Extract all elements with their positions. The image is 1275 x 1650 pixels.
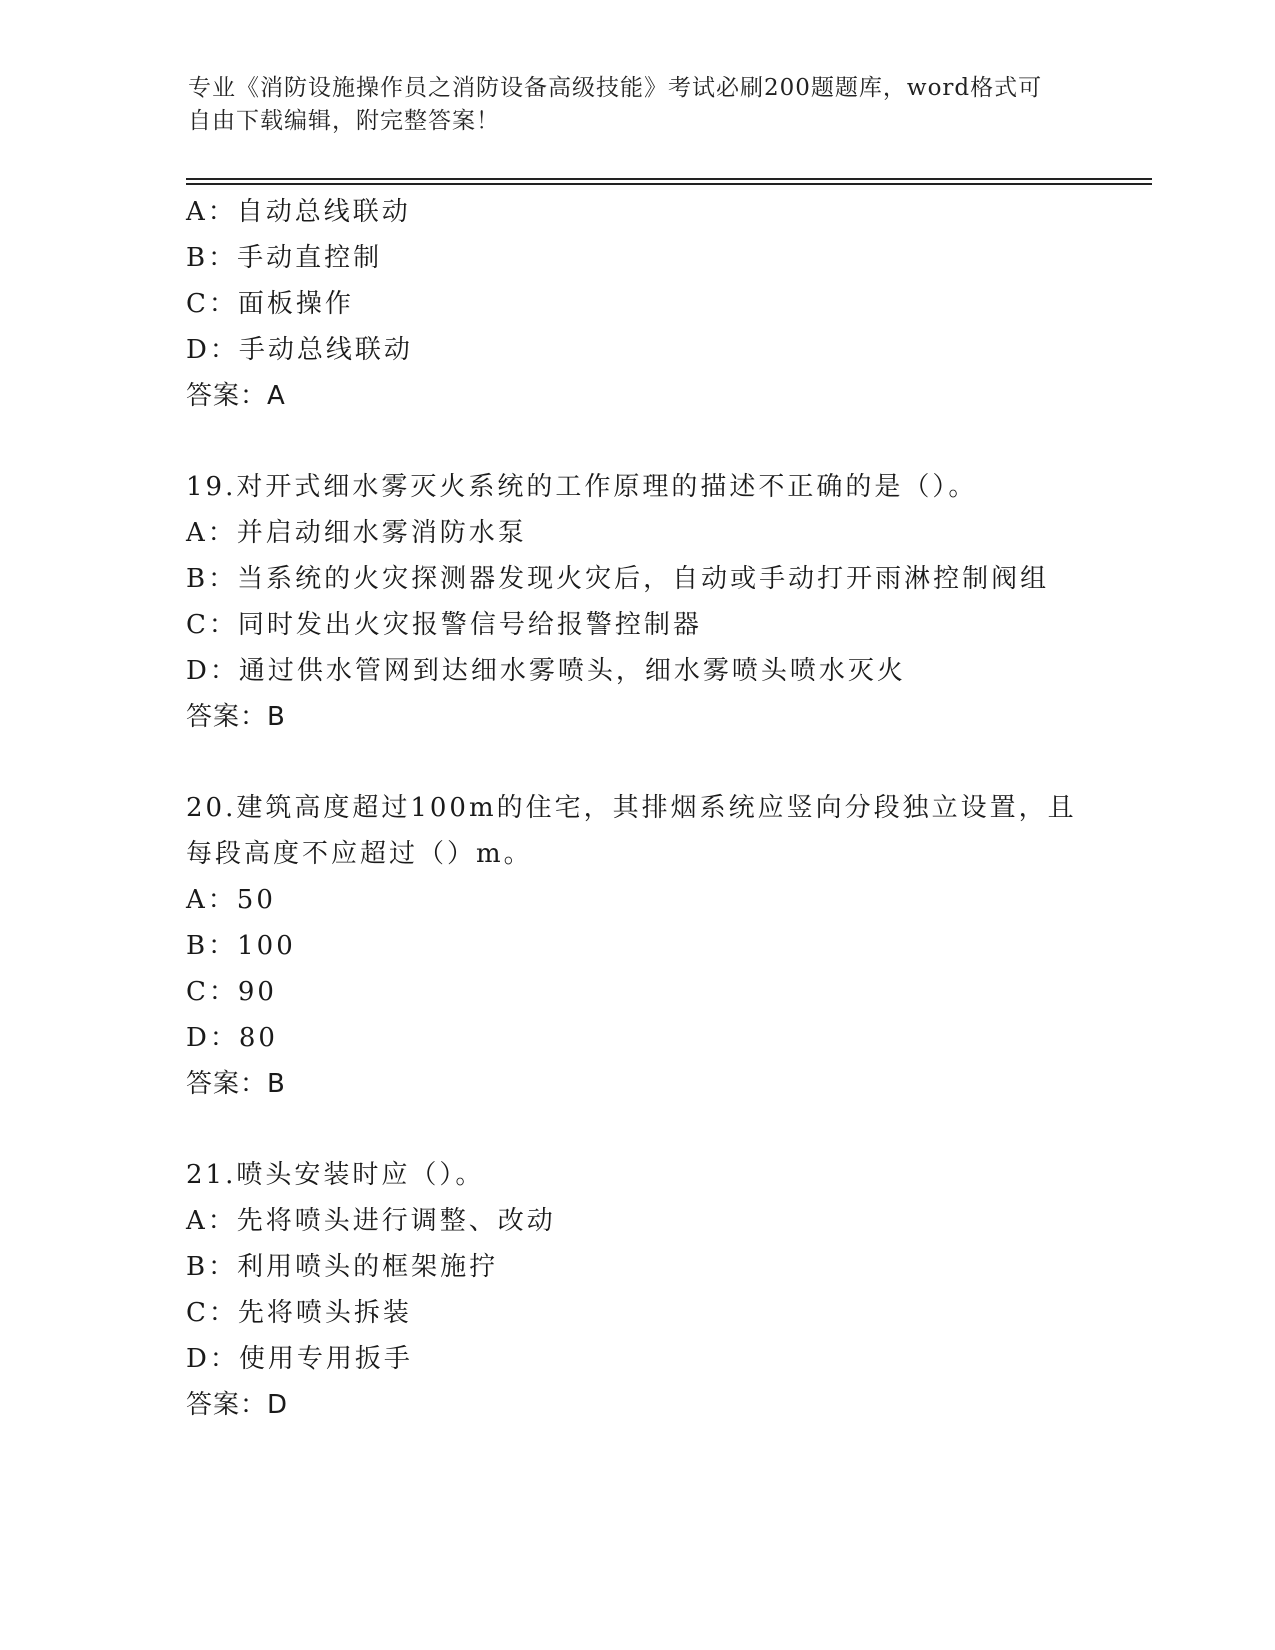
option-a: A：自动总线联动 xyxy=(186,197,411,227)
option-b: B：100 xyxy=(186,931,296,961)
question-19-block xyxy=(186,464,1126,740)
question-text: 21.喷头安装时应（）。 xyxy=(186,1160,485,1190)
answer: 答案：B xyxy=(186,702,286,732)
option-b: B：利用喷头的框架施拧 xyxy=(186,1252,499,1282)
question-text-line-2: 每段高度不应超过（）m。 xyxy=(186,839,533,869)
answer: 答案：D xyxy=(186,1390,289,1420)
question-21-block xyxy=(186,1152,1126,1428)
spacer xyxy=(186,740,1126,785)
question-text: 19.对开式细水雾灭火系统的工作原理的描述不正确的是（）。 xyxy=(186,472,978,502)
spacer xyxy=(186,1107,1126,1152)
header-rule-bottom xyxy=(186,183,1152,185)
option-a: A：50 xyxy=(186,885,276,915)
option-c: C：面板操作 xyxy=(186,289,354,319)
header-line-2: 自由下载编辑，附完整答案！ xyxy=(188,108,500,134)
question-list xyxy=(186,189,1126,1428)
question-text-line-1: 20.建筑高度超过100m的住宅，其排烟系统应竖向分段独立设置，且 xyxy=(186,793,1077,823)
option-d: D：手动总线联动 xyxy=(186,335,413,365)
answer: 答案：B xyxy=(186,1069,286,1099)
spacer xyxy=(186,419,1126,464)
question-20-block xyxy=(186,785,1126,1107)
option-b: B：当系统的火灾探测器发现火灾后，自动或手动打开雨淋控制阀组 xyxy=(186,564,1050,594)
header-rule-top xyxy=(186,178,1152,180)
document-header xyxy=(188,72,1088,138)
option-c: C：90 xyxy=(186,977,277,1007)
question-18-block xyxy=(186,189,1126,419)
option-b: B：手动直控制 xyxy=(186,243,383,273)
option-a: A：并启动细水雾消防水泵 xyxy=(186,518,527,548)
option-a: A：先将喷头进行调整、改动 xyxy=(186,1206,556,1236)
option-c: C：先将喷头拆装 xyxy=(186,1298,412,1328)
header-line-1: 专业《消防设施操作员之消防设备高级技能》考试必刷200题题库，word格式可 xyxy=(188,75,1043,101)
option-c: C：同时发出火灾报警信号给报警控制器 xyxy=(186,610,702,640)
answer: 答案：A xyxy=(186,381,286,411)
option-d: D：使用专用扳手 xyxy=(186,1344,413,1374)
option-d: D：通过供水管网到达细水雾喷头，细水雾喷头喷水灭火 xyxy=(186,656,906,686)
option-d: D：80 xyxy=(186,1023,278,1053)
